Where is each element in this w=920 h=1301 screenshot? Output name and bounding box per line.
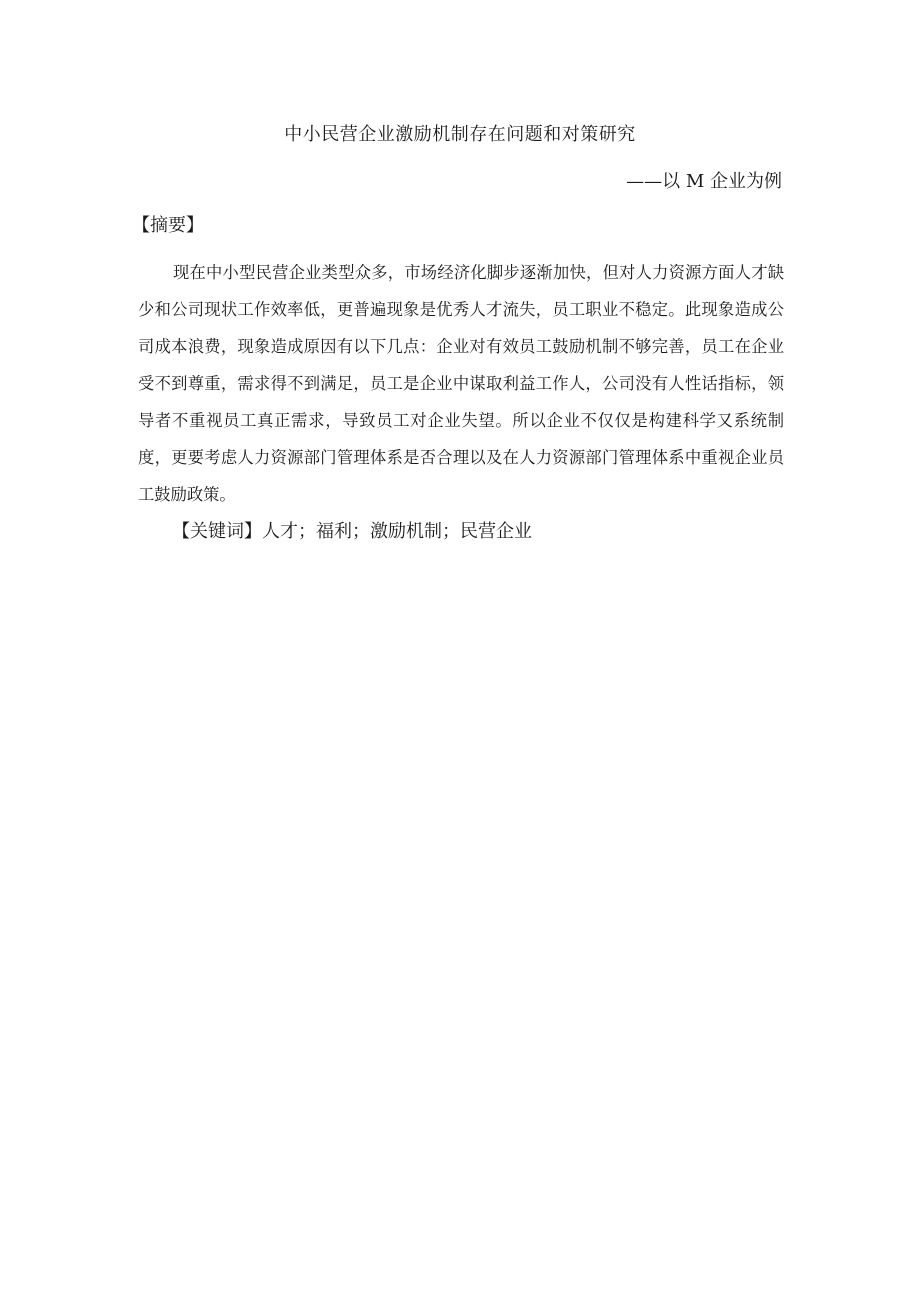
- document-subtitle: ——以 M 企业为例: [626, 171, 782, 192]
- keywords-line: 【关键词】人才；福利；激励机制；民营企业: [172, 521, 532, 542]
- document-title: 中小民营企业激励机制存在问题和对策研究: [284, 124, 636, 145]
- abstract-heading: 【摘要】: [132, 215, 204, 236]
- abstract-paragraph: 现在中小型民营企业类型众多，市场经济化脚步逐渐加快，但对人力资源方面人才缺少和公司现状工作效率低，更普遍现象是优秀人才流失，员工职业不稳定。此现象造成公司成本浪费，现象造成原因有以下几点：企业对有效员工鼓励机制不够完善，员工在企业受不到尊重，需求得不到满足，员工是企业中谋取利益工作人，公司没有人性话指标，领导者不重视员工真正需求，导致员工对企业失望。所以企业不仅仅是构建科学又系统制度，更要考虑人力资源部门管理体系是否合理以及在人力资源部门管理体系中重视企业员工鼓励政策。: [138, 263, 784, 504]
